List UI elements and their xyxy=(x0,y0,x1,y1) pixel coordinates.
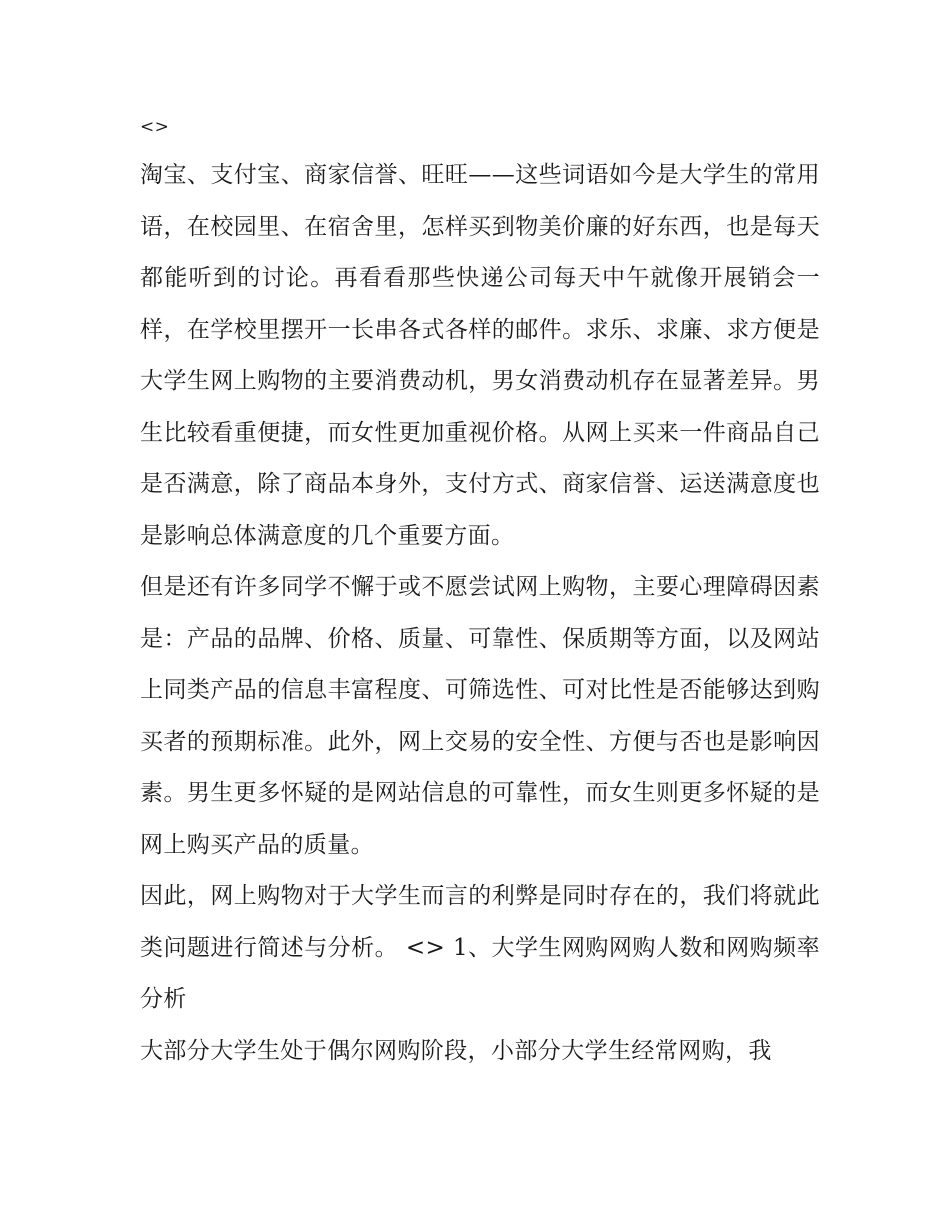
paragraph-2: 但是还有许多同学不懈于或不愿尝试网上购物，主要心理障碍因素是：产品的品牌、价格、质量、可靠性、保质期等方面，以及网站上同类产品的信息丰富程度、可筛选性、可对比性是否能够达到购买者的预期标准。此外，网上交易的安全性、方便与否也是影响因素。男生更多怀疑的是网站信息的可靠性，而女生则更多怀疑的是网上购买产品的质量。 xyxy=(140,574,820,858)
section-marker: <> xyxy=(140,117,170,137)
paragraph-3: 因此，网上购物对于大学生而言的利弊是同时存在的，我们将就此类问题进行简述与分析。 <> 1、大学生网购网购人数和网购频率分析 xyxy=(140,883,820,1012)
document-page xyxy=(140,104,820,1077)
paragraph-1: 淘宝、支付宝、商家信誉、旺旺——这些词语如今是大学生的常用语，在校园里、在宿舍里，怎样买到物美价廉的好东西，也是每天都能听到的讨论。再看看那些快递公司每天中午就像开展销会一样，在学校里摆开一长串各式各样的邮件。求乐、求廉、求方便是大学生网上购物的主要消费动机，男女消费动机存在显著差异。男生比较看重便捷，而女性更加重视价格。从网上买来一件商品自己是否满意，除了商品本身外，支付方式、商家信誉、运送满意度也是影响总体满意度的几个重要方面。 xyxy=(140,162,820,549)
paragraph-4: 大部分大学生处于偶尔网购阶段，小部分大学生经常网购，我 xyxy=(140,1037,772,1064)
